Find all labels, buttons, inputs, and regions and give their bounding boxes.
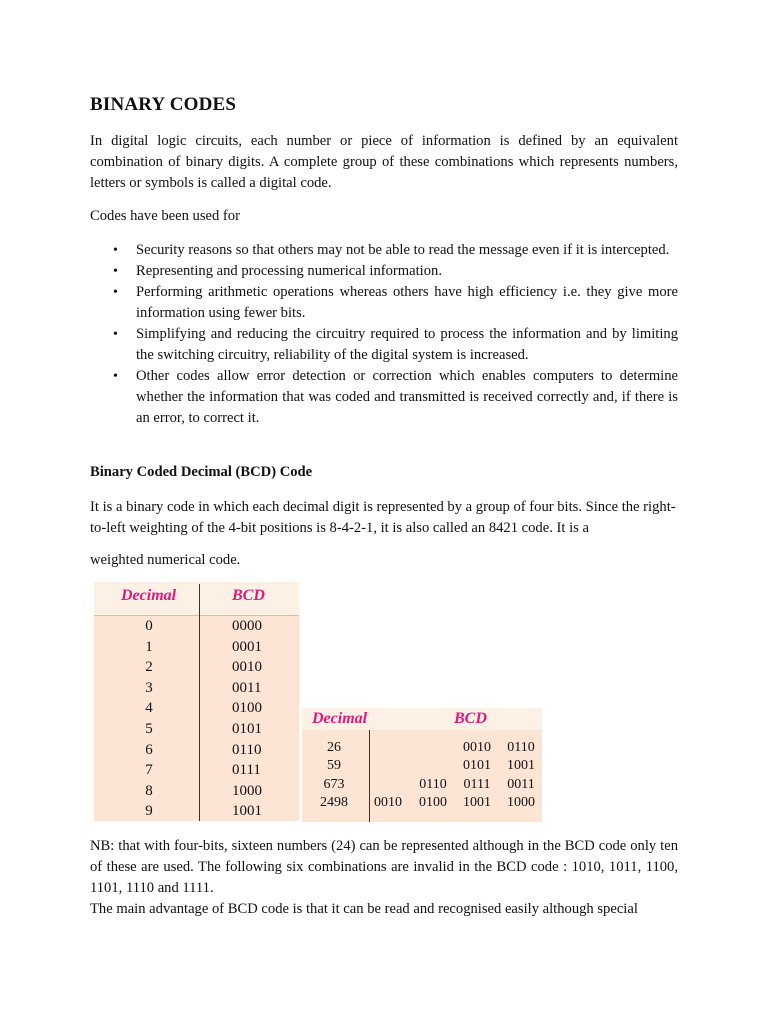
bcd-cell: 1000 (232, 782, 262, 799)
bcd-group-cell: 0110 (507, 740, 535, 755)
header-divider (94, 615, 299, 616)
multi-digit-bcd-table (302, 708, 542, 822)
decimal-cell: 26 (327, 740, 341, 755)
decimal-cell: 6 (145, 741, 153, 758)
intro-paragraph: In digital logic circuits, each number or piece of information is defined by an equivalent combination of binary digits. A complete group of these combinations which represents numbers, letters or symbols is called a digital code. (90, 133, 678, 191)
bcd-cell: 0101 (232, 720, 262, 737)
table-row (94, 659, 299, 680)
bcd-group-cell: 0110 (419, 776, 447, 792)
bcd-group-cell: 1000 (507, 795, 535, 811)
table-row (94, 618, 299, 639)
table-row (94, 783, 299, 804)
bcd-description-cont: weighted numerical code. (90, 552, 241, 568)
bcd-cell: 0001 (232, 638, 262, 655)
bcd-description: It is a binary code in which each decimal digit is represented by a group of four bits. Since the right-to-left weighting of the 4-bit positions is 8-4-2-1, it is also called an 8421 code. It is a (90, 499, 676, 536)
bcd-group-cell: 0101 (463, 758, 491, 774)
table-row (94, 742, 299, 763)
bcd-group-cell: 1001 (463, 795, 491, 811)
header-bcd: BCD (232, 587, 265, 604)
bullet-item: • Simplifying and reducing the circuitry required to process the information and by limiting the switching circuitry, reliability of the digital system is increased. (90, 324, 678, 366)
table-body (302, 740, 542, 814)
bcd-group-cell: 0100 (419, 795, 447, 811)
bcd-cell: 0111 (232, 762, 261, 779)
decimal-cell: 4 (145, 700, 153, 717)
header-decimal: Decimal (121, 587, 177, 604)
decimal-cell: 1 (145, 638, 153, 655)
bcd-cell: 0000 (232, 618, 262, 634)
decimal-cell: 673 (323, 776, 345, 792)
nb-paragraph: NB: that with four-bits, sixteen numbers (24) can be represented although in the BCD code only ten of these are used. The following six combinations are invalid in the BCD code : 1010, 1011, 1100, 1101, 1110 and 1111. (90, 838, 678, 896)
bullet-item: • Performing arithmetic operations whereas others have high efficiency i.e. they give more information using fewer bits. (90, 282, 678, 324)
bcd-section-heading: Binary Coded Decimal (BCD) Code (90, 464, 313, 480)
decimal-cell: 7 (145, 762, 153, 779)
header-bcd: BCD (454, 710, 487, 727)
decimal-cell: 8 (145, 782, 153, 799)
decimal-cell: 2 (145, 659, 153, 676)
bcd-group-cell: 0011 (507, 776, 535, 792)
bcd-group-cell: 0111 (463, 776, 491, 792)
table-row (94, 803, 299, 824)
table-row (302, 777, 542, 795)
decimal-cell: 59 (327, 758, 341, 774)
bullet-item: • Security reasons so that others may not be able to read the message even if it is intercepted. (90, 240, 678, 261)
header-decimal: Decimal (312, 710, 368, 727)
decimal-cell: 0 (145, 618, 153, 634)
bcd-cell: 1001 (232, 803, 262, 820)
decimal-cell: 5 (145, 720, 153, 737)
decimal-cell: 3 (145, 679, 153, 696)
table-row (302, 795, 542, 813)
bcd-cell: 0110 (232, 741, 262, 758)
bcd-cell: 0011 (232, 679, 262, 696)
bcd-group-cell: 0010 (374, 795, 402, 811)
table-row (302, 740, 542, 758)
codes-intro-text: Codes have been used for (90, 208, 240, 224)
bullet-item: • Other codes allow error detection or correction which enables computers to determine whether the information that was coded and transmitted is received correctly and, if there is an error, to correct it. (90, 366, 678, 429)
table-row (94, 700, 299, 721)
table-row (94, 721, 299, 742)
decimal-bcd-table (94, 582, 299, 821)
table-row (94, 680, 299, 701)
decimal-cell: 9 (145, 803, 153, 820)
uses-bullet-list (90, 240, 678, 429)
bcd-group-cell: 0010 (463, 740, 491, 755)
table-row (302, 758, 542, 776)
table-row (94, 762, 299, 783)
bcd-cell: 0010 (232, 659, 262, 676)
table-row (94, 639, 299, 660)
bcd-group-cell: 1001 (507, 758, 535, 774)
bcd-cell: 0100 (232, 700, 262, 717)
advantage-paragraph: The main advantage of BCD code is that it can be read and recognised easily although special (90, 901, 638, 917)
page-title: BINARY CODES (90, 94, 237, 115)
decimal-cell: 2498 (320, 795, 348, 811)
table-body (94, 618, 299, 824)
bullet-item: • Representing and processing numerical information. (90, 261, 678, 282)
